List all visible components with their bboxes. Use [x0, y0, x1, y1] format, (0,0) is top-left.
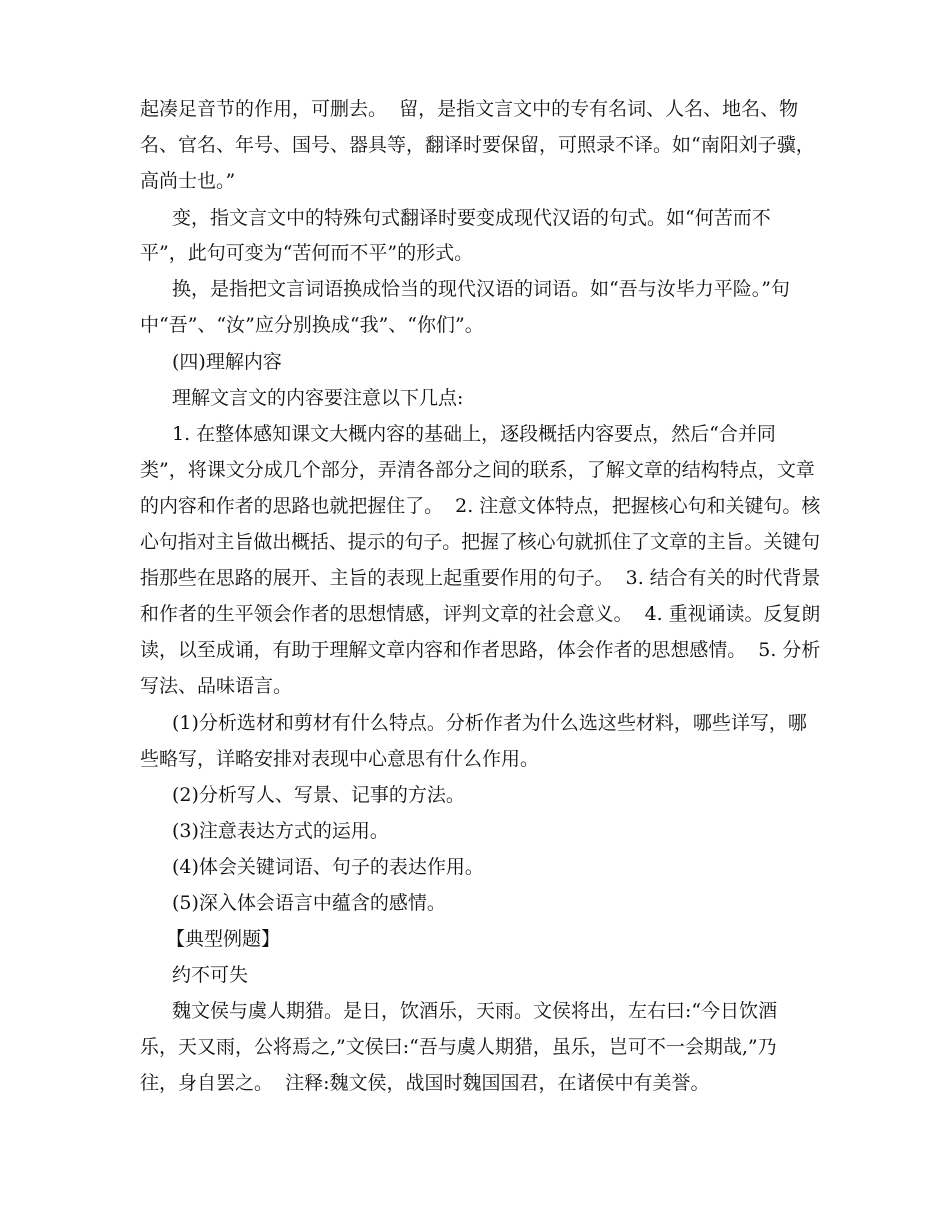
- text-line: 起凑足音节的作用，可删去。 留，是指文言文中的专有名词、人名、地名、物: [140, 98, 799, 120]
- text-line: 魏文侯与虞人期猎。是日，饮酒乐，天雨。文侯将出，左右曰:“今日饮酒: [172, 1000, 778, 1022]
- text-line: 读，以至成诵，有助于理解文章内容和作者思路，体会作者的思想感情。 5. 分析: [140, 639, 821, 661]
- text-line: 些略写，详略安排对表现中心意思有什么作用。: [140, 748, 540, 770]
- text-line: 心句指对主旨做出概括、提示的句子。把握了核心句就抓住了文章的主旨。关键句: [140, 531, 821, 553]
- text-line: 写法、品味语言。: [140, 675, 293, 697]
- text-line: (4)体会关键词语、句子的表达作用。: [172, 856, 484, 878]
- text-line: 平”，此句可变为“苦何而不平”的形式。: [140, 242, 474, 264]
- text-line: 理解文言文的内容要注意以下几点:: [172, 387, 464, 409]
- text-line: (3)注意表达方式的运用。: [172, 820, 389, 842]
- text-line: 和作者的生平领会作者的思想情感，评判文章的社会意义。 4. 重视诵读。反复朗: [140, 603, 821, 625]
- text-line: 1. 在整体感知课文大概内容的基础上，逐段概括内容要点，然后“合并同: [172, 423, 776, 445]
- example-title: 约不可失: [172, 964, 249, 986]
- section-heading: 【典型例题】: [166, 928, 281, 950]
- text-line: (5)深入体会语言中蕴含的感情。: [172, 892, 446, 914]
- text-line: 换，是指把文言词语换成恰当的现代汉语的词语。如“吾与汝毕力平险。”句: [172, 278, 790, 300]
- text-line: 指那些在思路的展开、主旨的表现上起重要作用的句子。 3. 结合有关的时代背景: [140, 567, 821, 589]
- text-line: 的内容和作者的思路也就把握住了。 2. 注意文体特点，把握核心句和关键句。核: [140, 495, 821, 517]
- text-line: 中“吾”、“汝”应分别换成“我”、“你们”。: [140, 314, 484, 336]
- text-line: (1)分析选材和剪材有什么特点。分析作者为什么选这些材料，哪些详写，哪: [172, 712, 807, 734]
- text-line: 变，指文言文中的特殊句式翻译时要变成现代汉语的句式。如“何苦而不: [172, 207, 771, 229]
- text-line: 高尚士也。”: [140, 170, 236, 192]
- text-line: 乐，天又雨，公将焉之,”文侯曰:“吾与虞人期猎，虽乐，岂可不一会期哉,”乃: [140, 1036, 777, 1058]
- text-line: (2)分析写人、写景、记事的方法。: [172, 784, 465, 806]
- text-line: 名、官名、年号、国号、器具等，翻译时要保留，可照录不译。如“南阳刘子骥，: [140, 134, 815, 156]
- text-line: 类”，将课文分成几个部分，弄清各部分之间的联系，了解文章的结构特点，文章: [140, 459, 815, 481]
- section-heading: (四)理解内容: [172, 351, 282, 373]
- text-line: 往，身自罢之。 注释:魏文侯，战国时魏国国君，在诸侯中有美誉。: [140, 1072, 710, 1094]
